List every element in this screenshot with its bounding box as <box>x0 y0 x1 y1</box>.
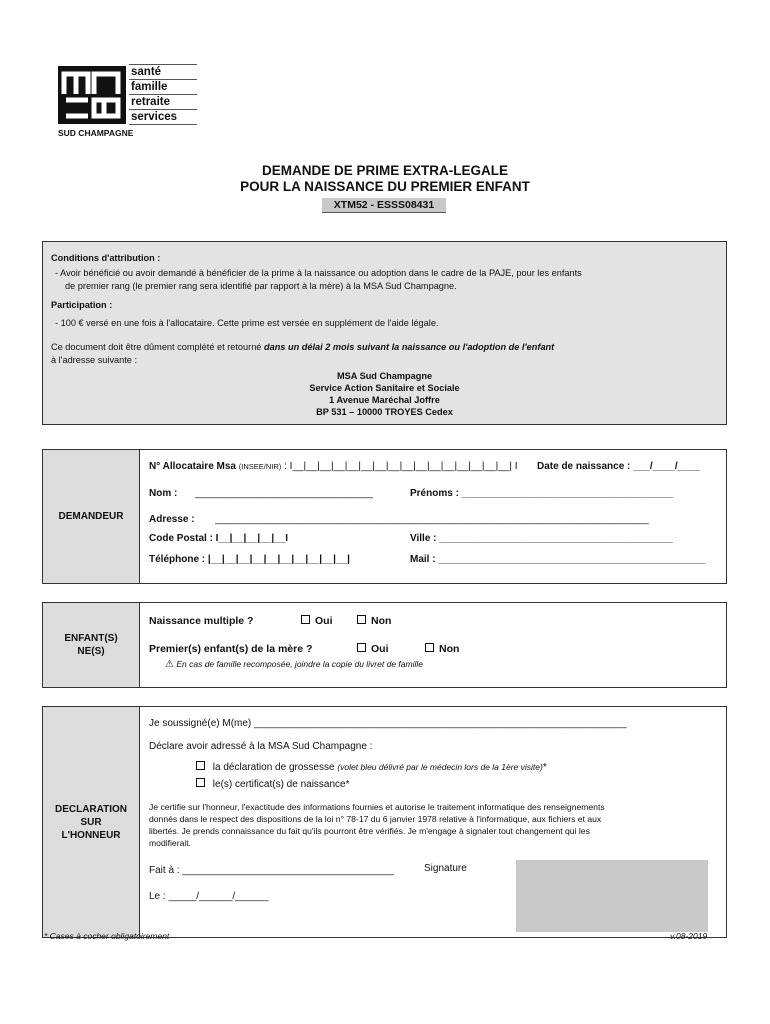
famille-note <box>165 659 423 670</box>
dob-field[interactable]: Date de naissance : ___/____/____ <box>537 461 700 472</box>
logo-region: SUD CHAMPAGNE <box>58 128 134 138</box>
code-postal-field[interactable]: Code Postal : I__|__|__|__|__I <box>149 533 289 544</box>
oui-label: Oui <box>315 615 333 627</box>
declare-text: Déclare avoir adressé à la MSA Sud Champagne : <box>149 741 373 752</box>
logo-line: retraite <box>129 94 197 109</box>
logo-line: famille <box>129 79 197 94</box>
declaration-label-line: L'HONNEUR <box>61 829 121 841</box>
multiple-oui-checkbox[interactable] <box>301 615 333 627</box>
premier-non-checkbox[interactable] <box>425 643 459 655</box>
participation-item: - 100 € versé en une fois à l'allocataire. Cette prime est versée en supplément de l'aide légale. <box>55 318 439 328</box>
grossesse-note: (volet bleu délivré par le médecin lors de la 1ère visite) <box>337 762 543 772</box>
fait-field[interactable]: Fait à : ______________________________________ <box>149 865 394 876</box>
allocataire-hint: (INSEE/NIR) <box>238 462 282 471</box>
conditions-item: - Avoir bénéficié ou avoir demandé à bénéficier de la prime à la naissance ou adoption dans le cadre de la PAJE, pour les enfants <box>55 268 582 278</box>
demandeur-section <box>42 449 727 584</box>
allocataire-label: N° Allocataire Msa <box>149 461 236 472</box>
allocataire-input[interactable]: : I__|__|__|__|__|__|__|__|__|__|__|__|__|__|__|__| I <box>284 461 518 472</box>
version-label: v.08-2019 <box>670 931 708 941</box>
conditions-heading: Conditions d'attribution : <box>51 253 161 263</box>
multiple-non-checkbox[interactable] <box>357 615 391 627</box>
soussigne-field[interactable]: Je soussigné(e) M(me) ___________________________________________________________________ <box>149 718 627 729</box>
return-text: Ce document doit être dûment complété et retourné <box>51 342 264 352</box>
grossesse-checkbox[interactable] <box>196 761 547 773</box>
non-label: Non <box>439 643 460 655</box>
address-line: 1 Avenue Maréchal Joffre <box>329 395 440 405</box>
grossesse-label: la déclaration de grossesse <box>212 762 338 773</box>
non-label: Non <box>371 615 392 627</box>
famille-note-text: En cas de famille recomposée, joindre la copie du livret de famille <box>176 659 423 669</box>
premier-oui-checkbox[interactable] <box>357 643 389 655</box>
checkbox-icon <box>357 615 366 624</box>
signature-label: Signature <box>424 863 467 874</box>
signature-box[interactable] <box>516 860 708 932</box>
ville-field[interactable]: Ville : __________________________________________ <box>410 533 673 544</box>
address-line: MSA Sud Champagne <box>336 371 433 381</box>
mail-field[interactable]: Mail : ________________________________________________ <box>410 554 706 565</box>
adresse-input[interactable]: ______________________________________________________________________________ <box>215 514 649 525</box>
checkbox-icon <box>301 615 310 624</box>
certify-text: donnés dans le respect des dispositions de la loi n° 78-17 du 6 janvier 1978 relative à l'informatique, aux fichiers et aux <box>149 814 602 824</box>
nom-label: Nom : <box>149 488 178 499</box>
page-title-line2: POUR LA NAISSANCE DU PREMIER ENFANT <box>240 179 530 194</box>
conditions-item-cont: de premier rang (le premier rang sera identifié par rapport à la mère) à la MSA Sud Champagne. <box>65 281 457 291</box>
checkbox-icon <box>196 761 205 770</box>
certificat-label: le(s) certificat(s) de naissance* <box>212 779 350 790</box>
allocataire-field[interactable] <box>149 461 518 472</box>
address-line: BP 531 – 10000 TROYES Cedex <box>316 407 453 417</box>
enfants-label-line: ENFANT(S) <box>64 633 118 644</box>
enfants-label-line: NE(S) <box>77 646 105 657</box>
return-deadline: dans un délai 2 mois suivant la naissance ou l'adoption de l'enfant <box>263 342 555 352</box>
address-line: Service Action Sanitaire et Sociale <box>309 383 460 393</box>
page-title-line1: DEMANDE DE PRIME EXTRA-LEGALE <box>261 163 508 178</box>
warning-icon: ⚠ <box>165 659 174 670</box>
return-instructions <box>51 341 721 353</box>
enfants-section <box>42 602 727 688</box>
oui-label: Oui <box>371 643 389 655</box>
checkbox-icon <box>357 643 366 652</box>
certify-text: libertés. Je prends connaissance du fait qu'ils pourront être vérifiés. Je m'engage à signaler tout changement qui les <box>149 826 590 836</box>
certificat-checkbox[interactable] <box>196 778 350 790</box>
prenoms-field[interactable]: Prénoms : ______________________________________ <box>410 488 674 499</box>
mandatory-note: * Cases à cocher obligatoirement <box>44 931 170 941</box>
participation-heading: Participation : <box>51 300 113 310</box>
certify-text: modifierait. <box>149 838 192 848</box>
adresse-label: Adresse : <box>149 514 195 525</box>
form-code: XTM52 - ESSS08431 <box>322 198 446 213</box>
conditions-box <box>42 241 727 425</box>
msa-logo-icon <box>58 66 126 124</box>
certify-text: Je certifie sur l'honneur, l'exactitude des informations fournies et autorise le traitement informatique des renseignements <box>149 802 605 812</box>
declaration-label <box>43 707 140 937</box>
logo-line: santé <box>129 64 197 79</box>
mandatory-star: * <box>542 762 547 773</box>
declaration-label-line: SUR <box>80 816 102 828</box>
logo-line: services <box>129 109 197 125</box>
nom-input[interactable]: ________________________________ <box>195 488 373 499</box>
date-field[interactable]: Le : _____/______/______ <box>149 891 269 902</box>
checkbox-icon <box>196 778 205 787</box>
premier-label: Premier(s) enfant(s) de la mère ? <box>149 643 313 655</box>
enfants-label <box>43 603 140 687</box>
demandeur-label: DEMANDEUR <box>43 450 140 583</box>
telephone-field[interactable]: Téléphone : |__|__|__|__|__|__|__|__|__|__| <box>149 554 350 565</box>
return-text-b: à l'adresse suivante : <box>51 355 138 365</box>
multiple-label: Naissance multiple ? <box>149 615 254 627</box>
logo-tagline <box>129 64 197 125</box>
checkbox-icon <box>425 643 434 652</box>
declaration-label-line: DECLARATION <box>54 803 128 815</box>
